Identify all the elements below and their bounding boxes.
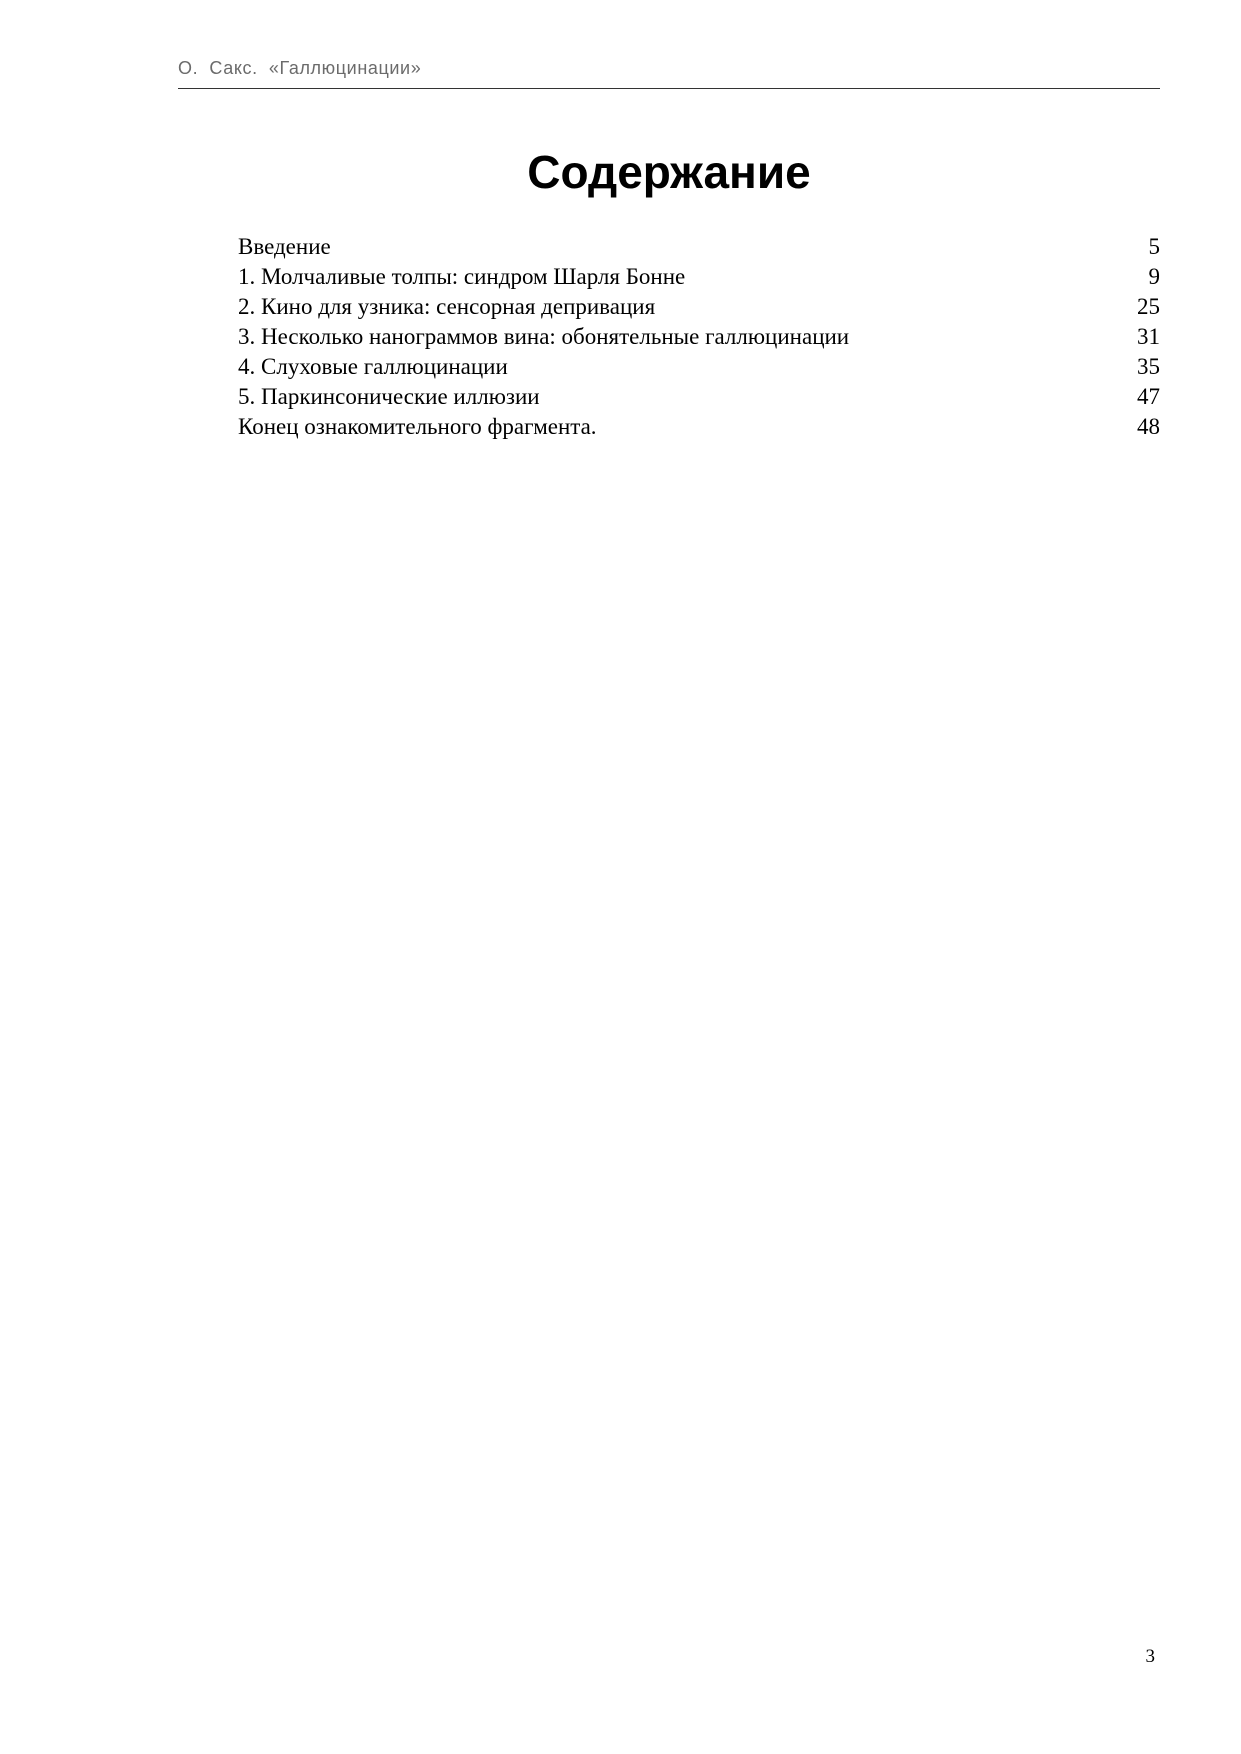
toc-entry-title: Конец ознакомительного фрагмента. xyxy=(238,414,597,439)
toc-entry[interactable] xyxy=(238,232,1160,262)
toc-entry[interactable] xyxy=(238,352,1160,382)
toc-entry-page: 47 xyxy=(1137,384,1160,409)
toc-entry-page: 31 xyxy=(1137,324,1160,349)
toc-entry-title: 5. Паркинсонические иллюзии xyxy=(238,384,540,409)
toc-entry-page: 25 xyxy=(1137,294,1160,319)
running-header xyxy=(178,56,1160,89)
toc-title: Содержание xyxy=(527,146,811,198)
toc-entry-title: 2. Кино для узника: сенсорная депривация xyxy=(238,294,656,319)
toc-entry[interactable] xyxy=(238,322,1160,352)
running-header-title: О. Сакс. «Галлюцинации» xyxy=(178,58,422,78)
toc-entry-page: 9 xyxy=(1148,264,1160,289)
table-of-contents xyxy=(238,232,1160,442)
toc-entry-page: 35 xyxy=(1137,354,1160,379)
toc-entry[interactable] xyxy=(238,292,1160,322)
toc-entry-title: Введение xyxy=(238,234,331,259)
toc-entry-title: 4. Слуховые галлюцинации xyxy=(238,354,508,379)
toc-entry[interactable] xyxy=(238,382,1160,412)
page-number: 3 xyxy=(1145,1646,1155,1667)
toc-entry[interactable] xyxy=(238,262,1160,292)
toc-entry-title: 1. Молчаливые толпы: синдром Шарля Бонне xyxy=(238,264,686,289)
toc-entry-page: 5 xyxy=(1148,234,1160,259)
toc-entry-title: 3. Несколько нанограммов вина: обонятельные галлюцинации xyxy=(238,324,850,349)
toc-entry[interactable] xyxy=(238,412,1160,442)
toc-entry-page: 48 xyxy=(1137,414,1160,439)
